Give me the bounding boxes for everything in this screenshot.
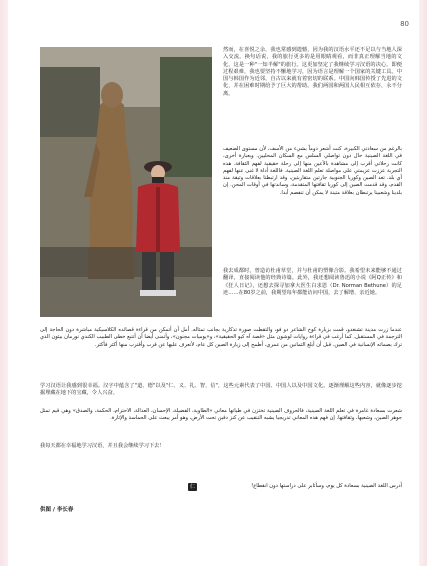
para-ar-3: شعرت بسعادة غامرة في تعلم اللغة الصينية، فالحروف الصينية تختزن في طياتها معاني «الطاوية، الفضيلة، الإحسان، العدالة، الاحترام، الحكمة، والصدق» وهي قيم تمثل جوهر الصين، وشعبها، وثقافتها. إن فهم هذه المعاني تدريجيا يشبه التنقيب عن كنز دفين تحت الأرض، وهو أمر يبعث على الحماسة والإثارة. [40, 408, 402, 422]
para-zh-3: 学习汉语让我感到很幸福。汉字中蕴含了"道、德"以及"仁、义、礼、智、信"，这些元素代表了中国、中国人以及中国文化。逐渐理解这些内容，就像逐步挖掘埋藏在地下的宝藏，令人兴奋。 [40, 383, 402, 397]
photo-woman-with-statue [40, 47, 212, 317]
para-zh-1: 然而，在喜悦之余，我也常感到遗憾，因为我的汉语水平还不足以与当地人深入交流。换句话说，我的旅行更多的是用眼睛观看，而非真正理解当地的文化，这是一种"一知半解"的旅行。这更加坚定了我继续学习汉语的决心。即便过程艰难，我也要坚持不懈地学习，因为语言是理解一个国家的关键工具。中国与韩国作为近邻，自古以来就有着密切的联系。中国向韩国传授了先进的文化，并在困难时期给予了巨大的帮助。我们两国和两国人民相互依存，永不分离。 [223, 47, 402, 97]
page-number: 80 [400, 20, 409, 28]
para-ar-1: بالرغم من سعادتي الكبيرة، كنت أشعر دوماً بشيء من الأسف، لأن مستوى الضعيف في اللغة الصينية حال دون تواصلي السلس مع السكان المحليين. وبعبارة أخرى، كانت رحلاتي أقرب إلى مشاهدة بالأعين منها إلى رحلة حقيقية لفهم الثقافة. هذه التجربة عززت عزيمتي على مواصلة تعلم اللغة الصينية. فاللغة أداة لا غنى عنها لفهم أي بلد. تعد الصين وكوريا الجنوبية جارتين متقاربتين، وقد ارتبطتا بعلاقات وثيقة منذ القدم، وقد قدمت الصين إلى كوريا ثقافتها المتقدمة، وساندتها في أوقات المحن. إن بلدينا وشعبينا يرتبطان بعلاقة متينة لا يمكن أن تنفصم أبدا. [223, 146, 402, 196]
photo-credit: 供图 / 李长春 [40, 507, 74, 513]
logo-text: 仁 [189, 484, 195, 490]
right-decor-band [419, 0, 427, 566]
photo-illustration [40, 47, 212, 317]
para-zh-4: 我每天都在幸福地学习汉语，并且我会继续学习下去！ [40, 443, 165, 449]
para-ar-4: أدرس اللغة الصينية بسعادة كل يوم، وسأثابر على دراستها دون انقطاع! [251, 483, 402, 489]
para-zh-2: 我去成都时，曾造访杜甫草堂，并与杜甫的塑像合影。我希望未来能够不通过翻译，直接阅读他的经典诗篇。此外，我还想阅读鲁迅的小说《阿Q正传》和《狂人日记》，还想去探寻加拿大医生白求恩（Dr. Norman Bethune）的足迹……在80岁之前，我期望每年都能访问中国，去了解增、亲近她。 [223, 268, 402, 296]
para-ar-2: عندما زرت مدينة تشنغدو، قمت بزيارة كوخ الشاعر دو فو، والتقطت صورة تذكارية بجانب تمثاله. أمل أن أتمكن من قراءة قصائده الكلاسيكية مباشرة دون الحاجة إلى الترجمة في المستقبل. كما أرغب في قراءة روايات لوشون مثل «قصة آه كيو الحقيقية»، و«يوميات مجنون»، وأتمنى أيضا أن أتتبع خطى الطبيب الكندي نورمان بيثون الذي ترك بصماته الإنسانية في الصين. قبل أن أبلغ الثمانين من عمري، أطمح إلى زيارة الصين كل عام، لأتعرف عليها عن قرب وأقترب منها أكثر فأكثر. [39, 327, 402, 348]
left-decor-band [0, 0, 8, 566]
magazine-logo-icon [188, 483, 197, 491]
